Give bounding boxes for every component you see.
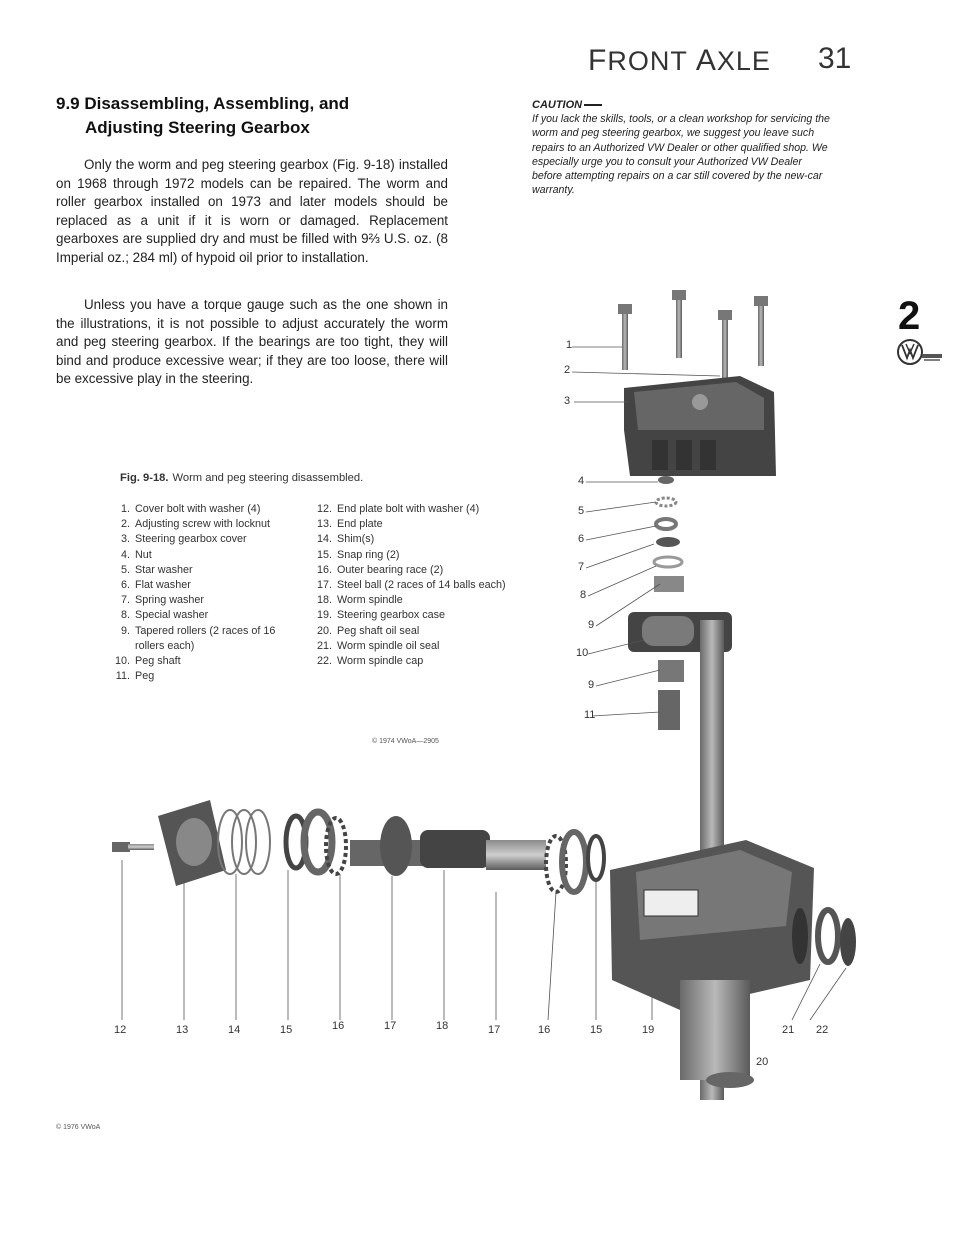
section-title bbox=[56, 92, 446, 140]
legend-item-number: 17. bbox=[316, 579, 332, 592]
chapter-tab bbox=[896, 296, 944, 373]
legend-item-text: Special washer bbox=[135, 609, 209, 622]
header-axle-rest: XLE bbox=[716, 46, 771, 76]
legend-item-number: 13. bbox=[316, 518, 332, 531]
washer-stack-icon bbox=[654, 476, 684, 592]
label-7: 7 bbox=[578, 561, 585, 573]
label-10: 10 bbox=[576, 647, 589, 659]
label-18: 18 bbox=[436, 1020, 449, 1032]
legend-item-number: 22. bbox=[316, 655, 332, 668]
legend-item-text: End plate bolt with washer (4) bbox=[337, 503, 480, 515]
legend-item-text: Outer bearing race (2) bbox=[337, 563, 444, 576]
end-plate-bolt-icon bbox=[112, 842, 154, 852]
label-15b: 15 bbox=[590, 1024, 603, 1036]
running-header-title bbox=[588, 44, 771, 78]
gearbox-case-icon bbox=[610, 840, 814, 1080]
legend-item-text: Steering gearbox case bbox=[337, 609, 446, 622]
page-number: 31 bbox=[818, 42, 852, 75]
legend-item-number: 4. bbox=[120, 548, 130, 561]
vw-logo-icon bbox=[896, 336, 944, 368]
label-1: 1 bbox=[566, 339, 573, 351]
legend-item-text: Worm spindle cap bbox=[337, 655, 424, 668]
label-16b: 16 bbox=[538, 1024, 551, 1036]
label-22: 22 bbox=[816, 1024, 829, 1036]
legend-item-number: 6. bbox=[120, 579, 130, 592]
legend-item-number: 14. bbox=[316, 533, 332, 546]
legend-item-number: 5. bbox=[120, 563, 130, 576]
header-initial-a: A bbox=[695, 44, 717, 77]
legend-item-number: 8. bbox=[120, 609, 130, 622]
legend-item-number: 19. bbox=[316, 609, 332, 622]
label-17b: 17 bbox=[488, 1024, 501, 1036]
body-paragraph-1 bbox=[56, 156, 448, 268]
header-initial-f: F bbox=[588, 44, 608, 77]
legend-item-number: 10. bbox=[114, 655, 130, 668]
legend-item-text: Worm spindle bbox=[337, 594, 403, 607]
legend-item-number: 16. bbox=[316, 563, 332, 576]
label-11: 11 bbox=[584, 709, 596, 721]
label-19: 19 bbox=[642, 1024, 655, 1036]
legend-item-text: Star washer bbox=[135, 563, 193, 576]
caution-text: If you lack the skills, tools, or a clean workshop for servicing the worm and peg steering gearbox, we suggest you leave such repairs to an Authorized VW Dealer or other qualified shop. We especially urge you to consult your Authorized VW Dealer before attempting repairs on a car still covered by the new-car warranty. bbox=[532, 113, 830, 197]
legend-item-number: 7. bbox=[120, 594, 130, 607]
legend-item-number: 2. bbox=[120, 518, 130, 531]
label-9: 9 bbox=[588, 619, 595, 631]
label-6: 6 bbox=[578, 533, 585, 545]
label-21: 21 bbox=[782, 1024, 795, 1036]
label-3: 3 bbox=[564, 395, 571, 407]
section-title-line1: 9.9 Disassembling, Assembling, and bbox=[56, 94, 350, 113]
legend-item-text: Tapered rollers (2 races of 16 rollers each) bbox=[135, 624, 276, 652]
label-2: 2 bbox=[564, 364, 571, 376]
oil-seal-icon bbox=[818, 910, 838, 962]
label-8: 8 bbox=[580, 589, 587, 601]
legend-item-text: Spring washer bbox=[135, 594, 205, 607]
legend-item-number: 21. bbox=[316, 639, 332, 652]
label-15: 15 bbox=[280, 1024, 293, 1036]
snap-ring-icon-2 bbox=[588, 836, 604, 880]
gearbox-cover-icon bbox=[624, 376, 776, 476]
legend-item-number: 1. bbox=[120, 503, 130, 515]
legend-item-text: Steering gearbox cover bbox=[135, 533, 247, 546]
legend-item-number: 20. bbox=[316, 624, 332, 637]
figure-credit-bottom: © 1976 VWoA bbox=[56, 1124, 101, 1131]
legend-item-text: Adjusting screw with locknut bbox=[135, 518, 271, 531]
label-20: 20 bbox=[756, 1056, 769, 1068]
end-plate-icon bbox=[158, 800, 226, 886]
label-5: 5 bbox=[578, 505, 585, 517]
legend-item-number: 11. bbox=[115, 670, 130, 683]
chapter-number: 2 bbox=[898, 294, 921, 338]
caution-heading: CAUTION bbox=[532, 98, 832, 112]
legend-item-text: Shim(s) bbox=[337, 533, 375, 546]
legend-item-number: 15. bbox=[316, 548, 332, 561]
legend-item-text: Nut bbox=[135, 548, 152, 561]
figure-label: Fig. 9-18. bbox=[120, 472, 169, 484]
cover-bolt-icon bbox=[618, 290, 768, 378]
legend-item-text: Peg shaft bbox=[135, 655, 181, 668]
section-title-line2: Adjusting Steering Gearbox bbox=[85, 118, 310, 137]
caution-box bbox=[532, 98, 832, 197]
peg-seal-icon bbox=[706, 1072, 754, 1088]
bearing-race-icon-2 bbox=[562, 832, 586, 892]
legend-item-text: Peg bbox=[135, 670, 155, 683]
legend-item-text: Cover bolt with washer (4) bbox=[135, 503, 261, 515]
paragraph-text: Only the worm and peg steering gearbox (Fig. 9-18) installed on 1968 through 1972 models can be repaired. The worm and roller gearbox installed on 1973 and later models should be replaced as a unit if it is worn or damaged. Replacement gearboxes are supplied dry and must be filled with 9⅔ U.S. oz. (8 Imperial oz.; 284 ml) of hypoid oil prior to installation. bbox=[56, 157, 448, 265]
legend-item-number: 9. bbox=[120, 624, 130, 637]
legend-item-number: 12. bbox=[316, 503, 332, 515]
legend-item-number: 18. bbox=[316, 594, 332, 607]
spindle-cap-icon bbox=[840, 918, 856, 966]
legend-item-text: Worm spindle oil seal bbox=[337, 639, 440, 652]
worm-spindle-icon bbox=[350, 816, 546, 876]
header-front-rest: RONT bbox=[607, 46, 688, 76]
legend-item-text: Flat washer bbox=[135, 579, 191, 592]
label-12: 12 bbox=[114, 1024, 127, 1036]
legend-item-text: End plate bbox=[337, 518, 383, 531]
label-14: 14 bbox=[228, 1024, 241, 1036]
figure-credit-top: © 1974 VWoA—2905 bbox=[372, 738, 439, 745]
label-17: 17 bbox=[384, 1020, 397, 1032]
legend-item-text: Peg shaft oil seal bbox=[337, 624, 420, 637]
exploded-view-illustration bbox=[40, 280, 900, 1100]
legend-item-number: 3. bbox=[120, 533, 130, 546]
label-4: 4 bbox=[578, 475, 585, 487]
shim-icon bbox=[218, 810, 270, 874]
figure-caption-text: Worm and peg steering disassembled. bbox=[172, 472, 364, 484]
label-16: 16 bbox=[332, 1020, 345, 1032]
label-9b: 9 bbox=[588, 679, 595, 691]
label-13: 13 bbox=[176, 1024, 189, 1036]
paragraph-text: Unless you have a torque gauge such as the one shown in the illustrations, it is not possible to adjust accurately the worm and peg steering gearbox. If the bearings are too tight, they will bind and produce excessive wear; if they are too loose, there will be excessive play in the steering. bbox=[56, 297, 448, 387]
legend-item-text: Steel ball (2 races of 14 balls each) bbox=[337, 579, 506, 592]
legend-item-text: Snap ring (2) bbox=[337, 548, 400, 561]
